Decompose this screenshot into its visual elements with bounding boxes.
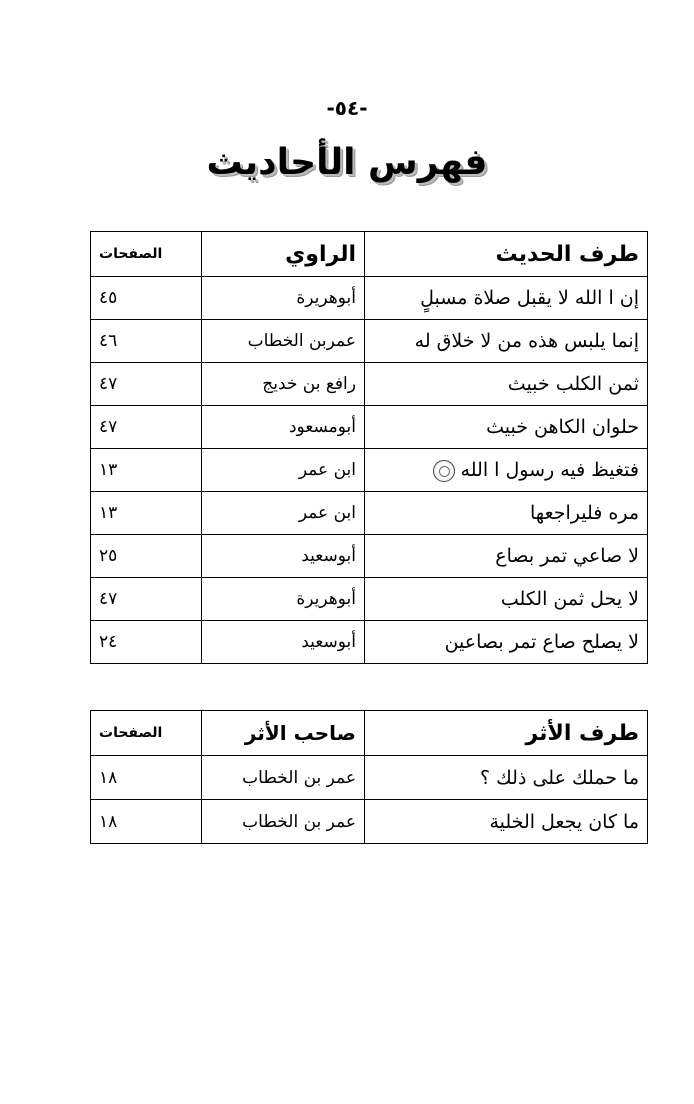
row-pages: ٤٥ <box>91 277 202 320</box>
row-text: ما حملك على ذلك ؟ <box>480 766 639 789</box>
hadith-row <box>91 406 648 449</box>
header-pages: الصفحات <box>91 232 202 277</box>
athar-table-header-row <box>91 711 648 756</box>
row-pages: ١٨ <box>91 756 202 800</box>
page-title: فهرس الأحاديث <box>206 142 488 183</box>
hadith-row <box>91 535 648 578</box>
row-pages: ٢٥ <box>91 535 202 578</box>
row-narrator: عمر بن الخطاب <box>202 800 365 844</box>
row-text: لا يصلح صاع تمر بصاعين <box>444 631 639 653</box>
athar-row <box>91 756 648 800</box>
row-narrator: أبوسعيد <box>202 535 365 578</box>
row-pages: ٤٧ <box>91 578 202 621</box>
row-text: مره فليراجعها <box>530 502 639 524</box>
row-pages: ٢٤ <box>91 621 202 664</box>
row-text-cell <box>365 277 648 320</box>
row-text: فتغيظ فيه رسول ا الله <box>460 458 639 481</box>
athar-index-table <box>90 710 648 844</box>
header-athar-text: طرف الأثر <box>365 711 648 756</box>
hadith-row <box>91 363 648 406</box>
row-text: إنما يلبس هذه من لا خلاق له <box>414 330 639 352</box>
row-narrator: رافع بن خديج <box>202 363 365 406</box>
row-narrator: عمر بن الخطاب <box>202 756 365 800</box>
row-pages: ٤٧ <box>91 363 202 406</box>
page-number: -٥٤- <box>326 96 368 120</box>
row-pages: ١٣ <box>91 449 202 492</box>
row-text: لا يحل ثمن الكلب <box>500 588 639 610</box>
row-narrator: عمربن الخطاب <box>202 320 365 363</box>
row-narrator: أبوهريرة <box>202 578 365 621</box>
row-narrator: ابن عمر <box>202 492 365 535</box>
row-narrator: ابن عمر <box>202 449 365 492</box>
row-narrator: أبوهريرة <box>202 277 365 320</box>
hadith-index-table <box>90 231 648 664</box>
row-narrator: أبوسعيد <box>202 621 365 664</box>
header-athar-owner: صاحب الأثر <box>202 711 365 756</box>
row-text-cell <box>365 756 648 800</box>
header-narrator: الراوي <box>202 232 365 277</box>
row-text-cell <box>365 449 648 492</box>
row-text: حلوان الكاهن خبيث <box>486 416 639 438</box>
row-text: ثمن الكلب خبيث <box>507 373 639 395</box>
row-text-cell <box>365 621 648 664</box>
row-text-cell <box>365 363 648 406</box>
salla-icon <box>433 460 455 482</box>
row-text-cell <box>365 406 648 449</box>
row-text-cell <box>365 800 648 844</box>
hadith-row <box>91 578 648 621</box>
row-text-cell <box>365 578 648 621</box>
header-hadith-text: طرف الحديث <box>365 232 648 277</box>
row-pages: ١٨ <box>91 800 202 844</box>
hadith-row <box>91 492 648 535</box>
row-pages: ٤٦ <box>91 320 202 363</box>
row-text-cell <box>365 320 648 363</box>
header-pages: الصفحات <box>91 711 202 756</box>
row-text-cell <box>365 535 648 578</box>
row-text-cell <box>365 492 648 535</box>
row-text: ما كان يجعل الخلية <box>489 810 639 833</box>
hadith-row <box>91 449 648 492</box>
hadith-row <box>91 277 648 320</box>
hadith-row <box>91 621 648 664</box>
row-narrator: أبومسعود <box>202 406 365 449</box>
hadith-table-header-row <box>91 232 648 277</box>
athar-row <box>91 800 648 844</box>
row-text: لا صاعي تمر بصاع <box>495 545 639 567</box>
row-pages: ٤٧ <box>91 406 202 449</box>
row-pages: ١٣ <box>91 492 202 535</box>
row-text: إن ا الله لا يقبل صلاة مسبلٍ <box>420 287 639 309</box>
hadith-row <box>91 320 648 363</box>
